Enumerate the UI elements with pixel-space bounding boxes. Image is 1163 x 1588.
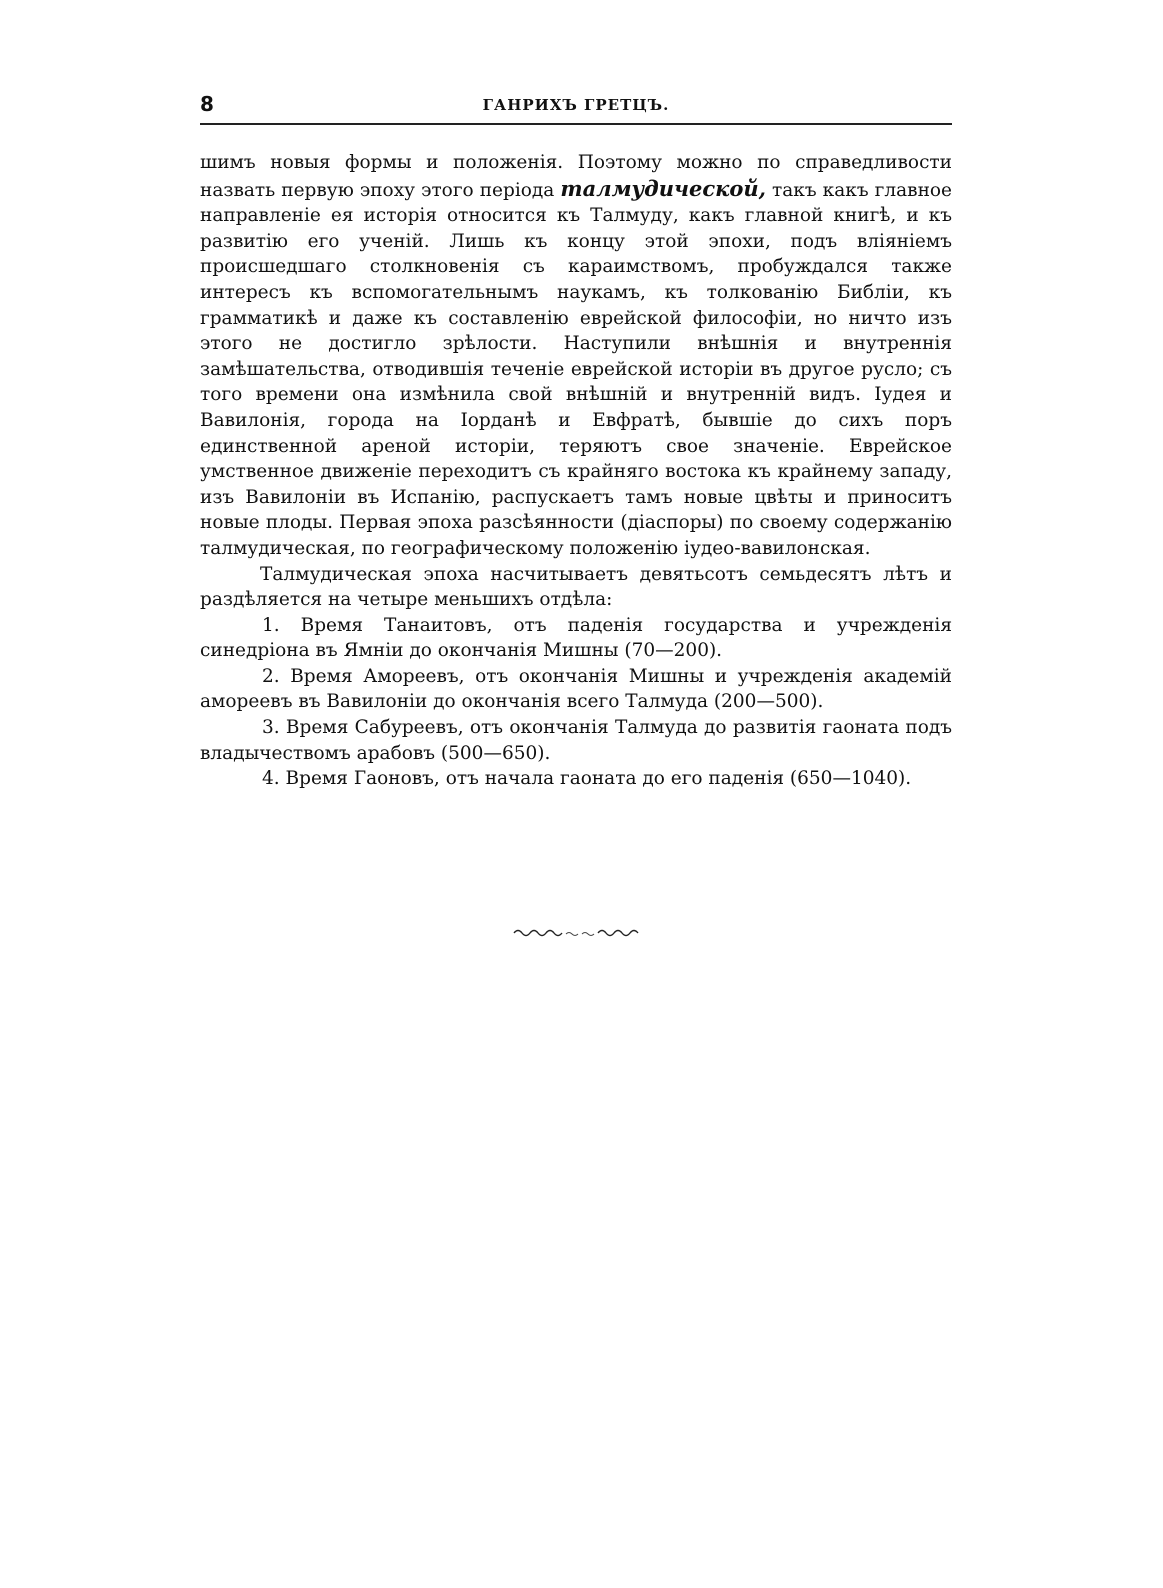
list-item-3: 3. Время Сабуреевъ, отъ окончанія Талмуда до развитія гаоната подъ владычествомъ арабовъ (500—650).	[200, 717, 952, 764]
body-text	[200, 150, 952, 792]
list-item-1: 1. Время Танаитовъ, отъ паденія государства и учрежденія синедріона въ Ямніи до окончанія Мишны (70—200).	[200, 614, 952, 662]
paragraph-1	[200, 150, 952, 562]
paragraph-1-start: шимъ новыя формы и положенія. Поэтому можно по справедливости назвать первую эпоху этого періода	[200, 152, 952, 201]
emphasis-talmudic: талмудической,	[560, 175, 766, 201]
page-number: 8	[200, 92, 214, 116]
paragraph-1-rest: такъ какъ главное направленіе ея исторія относится къ Талмуду, какъ главной книгѣ, и къ развитію его ученій. Лишь къ концу этой эпохи, подъ вліяніемъ происшедшаго столкновенія съ караимствомъ, пробуждался также интересъ къ вспомогательнымъ наукамъ, къ толкованію Библіи, къ грамматикѣ и даже къ составленію еврейской философіи, но ничто изъ этого не достигло зрѣлости. Наступили внѣшнія и внутреннія замѣшательства, отводившія теченіе еврейской исторіи въ другое русло; съ того времени она измѣнила свой внѣшній и внутренній видъ. Іудея и Вавилонія, города на Іорданѣ и Евфратѣ, бывшіе до сихъ поръ единственной ареной исторіи, теряютъ свое значеніе. Еврейское умственное движеніе переходитъ съ крайняго востока къ крайнему западу, изъ Вавилоніи въ Испанію, распускаетъ тамъ новые цвѣты и приноситъ новые плоды. Первая эпоха разсѣянности (діаспоры) по своему содержанію талмудическая, по географическому положенію іудео-вавилонская.	[200, 179, 952, 559]
list-item-4: 4. Время Гаоновъ, отъ начала гаоната до его паденія (650—1040).	[262, 768, 912, 790]
header-rule	[200, 123, 952, 125]
running-head	[200, 92, 952, 116]
paragraph-2: Талмудическая эпоха насчитываетъ девятьсотъ семьдесятъ лѣтъ и раздѣляется на четыре меньшихъ отдѣла:	[200, 563, 952, 611]
running-title: ГАНРИХЪ ГРЕТЦЪ.	[482, 96, 670, 114]
list-item-2: 2. Время Амореевъ, отъ окончанія Мишны и учрежденія академій амореевъ въ Вавилоніи до окончанія всего Талмуда (200—500).	[200, 665, 952, 713]
tailpiece-ornament	[512, 926, 640, 940]
